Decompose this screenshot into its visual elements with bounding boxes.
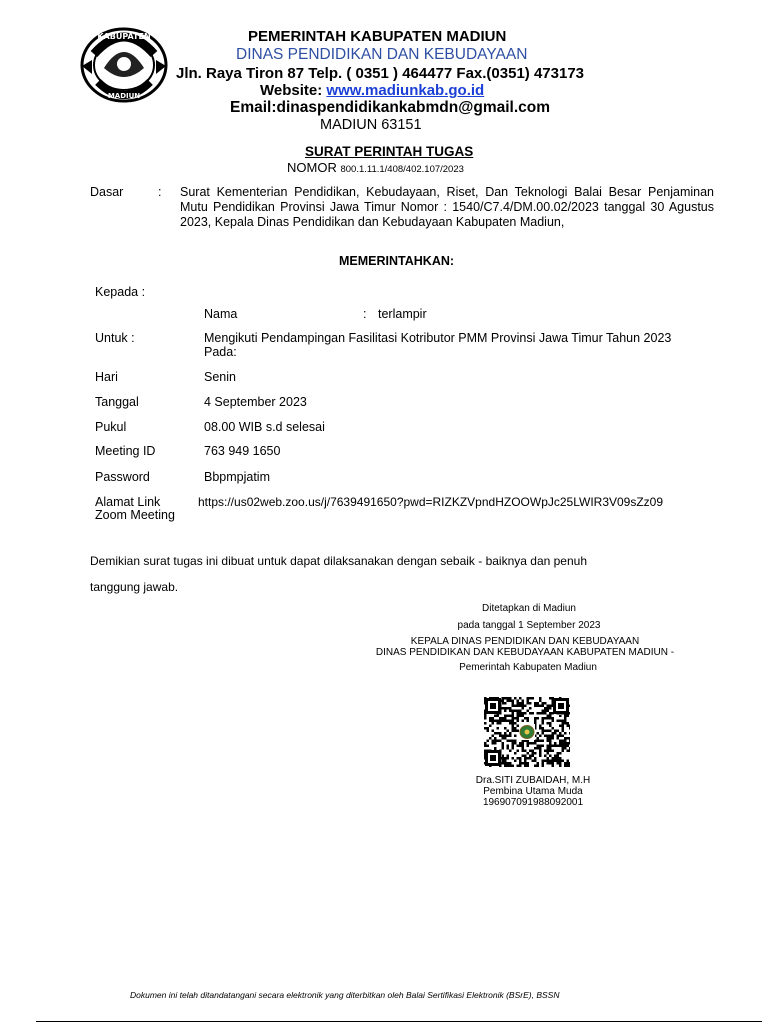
meeting-id-value: 763 949 1650 <box>204 444 281 458</box>
jabatan-line-1: KEPALA DINAS PENDIDIKAN DAN KEBUDAYAAN <box>410 636 640 647</box>
hari-label: Hari <box>95 370 118 384</box>
hari-value: Senin <box>204 370 236 384</box>
dasar-label: Dasar <box>90 185 124 199</box>
website-link[interactable]: www.madiunkab.go.id <box>326 82 485 99</box>
dasar-colon: : <box>158 185 162 199</box>
footer-note: Dokumen ini telah ditandatangani secara elektronik yang diterbitkan oleh Balai Sertifikasi Elektronik (BSrE), BSSN <box>130 990 560 1000</box>
logo-text-top: KABUPATEN <box>97 32 151 41</box>
jabatan-line-2: DINAS PENDIDIKAN DAN KEBUDAYAAN KABUPATEN MADIUN - <box>375 647 675 658</box>
kabupaten-madiun-logo <box>78 24 170 104</box>
alamat-link-label: Alamat Link <box>95 495 161 509</box>
untuk-text-line2: Pada: <box>204 345 237 359</box>
sign-date: pada tanggal 1 September 2023 <box>457 620 601 631</box>
dasar-text: Surat Kementerian Pendidikan, Kebudayaan, Riset, Dan Teknologi Balai Besar Penjaminan Mutu Pendidikan Provinsi Jawa Timur Nomor : 1540/C7.4/DM.00.02/2023 tanggal 30 Agustus 2023, Kepala Dinas Pendidikan dan Kebudayaan Kabupaten Madiun, <box>180 185 714 229</box>
signer-name: Dra.SITI ZUBAIDAH, M.H <box>475 775 591 786</box>
document-number <box>287 160 464 175</box>
header-address: Jln. Raya Tiron 87 Telp. ( 0351 ) 464477 Fax.(0351) 473173 <box>176 65 585 82</box>
pukul-value: 08.00 WIB s.d selesai <box>204 420 325 434</box>
nama-colon: : <box>363 307 367 321</box>
header-line-2: DINAS PENDIDIKAN DAN KEBUDAYAAN <box>236 46 528 63</box>
ditetapkan-text: Ditetapkan di Madiun <box>482 603 576 614</box>
header-email: Email:dinaspendidikankabmdn@gmail.com <box>230 99 551 116</box>
meeting-id-label: Meeting ID <box>95 444 156 458</box>
password-value: Bbpmpjatim <box>204 470 270 484</box>
untuk-text-line1: Mengikuti Pendampingan Fasilitasi Kotributor PMM Provinsi Jawa Timur Tahun 2023 <box>204 331 672 345</box>
qr-code-signature <box>484 697 570 767</box>
header-website <box>260 82 484 99</box>
nama-label: Nama <box>204 307 238 321</box>
zoom-link-value[interactable]: https://us02web.zoo.us/j/7639491650?pwd=RIZKZVpndHZOOWpJc25LWIR3V09sZz09 <box>198 495 664 509</box>
document-title: SURAT PERINTAH TUGAS <box>305 144 474 159</box>
nama-value: terlampir <box>378 307 427 321</box>
logo-text-bottom: MADIUN <box>107 92 141 100</box>
tanggal-value: 4 September 2023 <box>204 395 307 409</box>
memerintahkan-heading: MEMERINTAHKAN: <box>339 254 455 268</box>
pukul-label: Pukul <box>95 420 127 434</box>
website-label: Website: <box>260 82 327 99</box>
closing-line-1: Demikian surat tugas ini dibuat untuk dapat dilaksanakan dengan sebaik - baiknya dan penuh <box>90 554 588 568</box>
jabatan-line-3: Pemerintah Kabupaten Madiun <box>459 662 597 673</box>
signer-nip: 196907091988092001 <box>482 797 584 808</box>
tanggal-label: Tanggal <box>95 395 139 409</box>
kepada-label: Kepada : <box>95 285 146 299</box>
nomor-value: 800.1.11.1/408/402.107/2023 <box>340 164 464 175</box>
signer-rank: Pembina Utama Muda <box>483 786 583 797</box>
nomor-label: NOMOR <box>287 160 337 175</box>
footer-rule <box>36 1021 762 1022</box>
header-line-1: PEMERINTAH KABUPATEN MADIUN <box>248 28 507 45</box>
zoom-meeting-label: Zoom Meeting <box>95 508 175 522</box>
password-label: Password <box>95 470 150 484</box>
untuk-label: Untuk : <box>95 331 135 345</box>
closing-line-2: tanggung jawab. <box>90 580 179 594</box>
header-city: MADIUN 63151 <box>320 117 422 133</box>
